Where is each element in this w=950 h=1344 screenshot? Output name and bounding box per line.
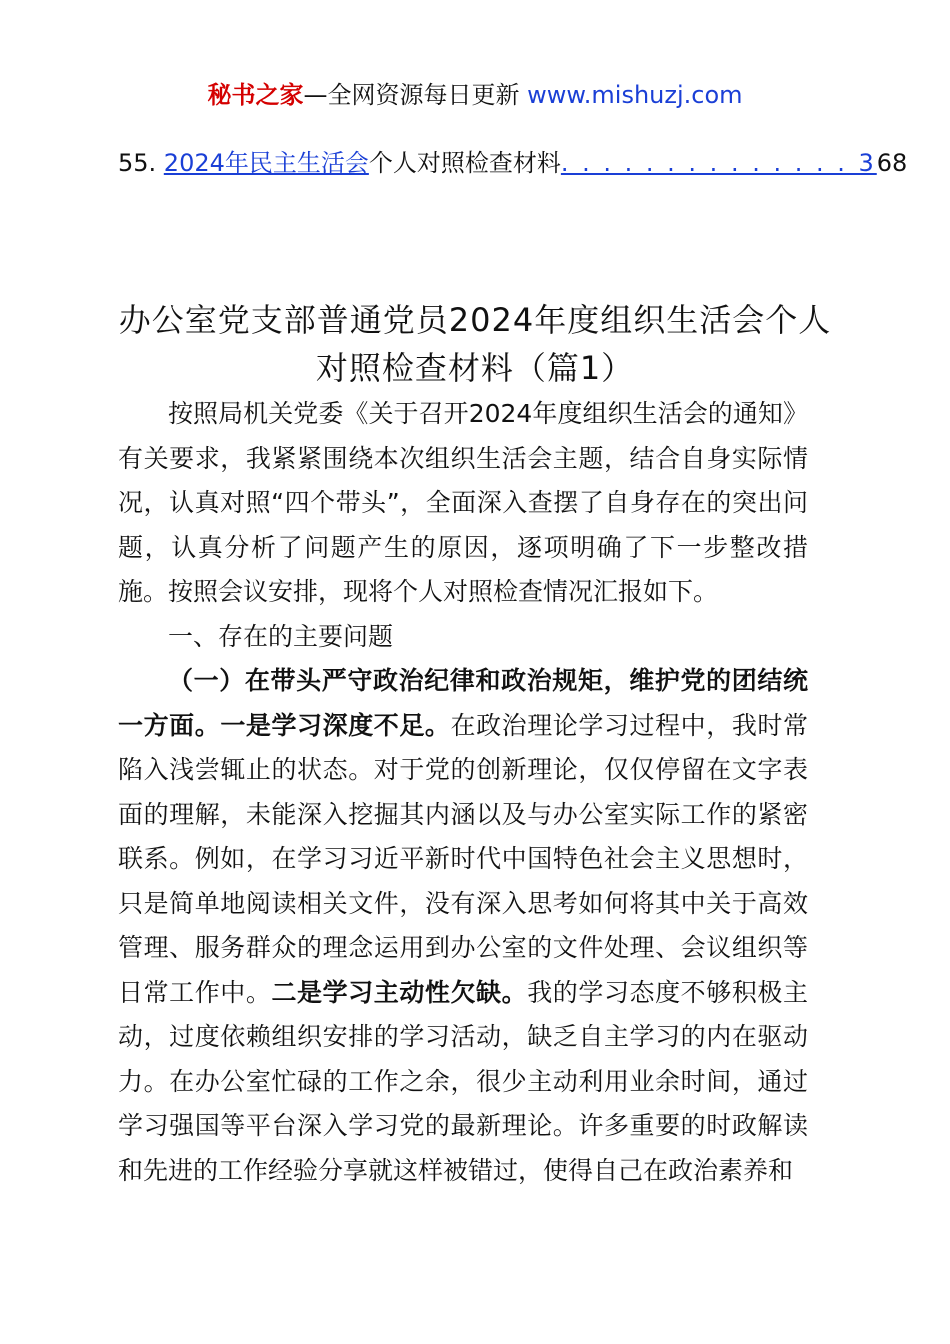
brand-name: 秘书之家 bbox=[207, 81, 304, 109]
document-body bbox=[118, 392, 808, 1193]
header-slogan: —全网资源每日更新 bbox=[303, 81, 528, 109]
toc-entry[interactable] bbox=[118, 145, 907, 181]
toc-link[interactable]: 2024年民主生活会 bbox=[163, 149, 369, 177]
subsection-heading: （一）在带头严守政治纪律和政治规矩，维护党的团结统一方面。 bbox=[118, 666, 808, 740]
document-title: 办公室党支部普通党员2024年度组织生活会个人对照检查材料（篇1） bbox=[118, 301, 832, 387]
toc-dots[interactable]: . . . . . . . . . . . . . . 3 bbox=[560, 149, 877, 177]
toc-number: 55. bbox=[118, 149, 164, 177]
point1-label: 一是学习深度不足。 bbox=[220, 710, 451, 740]
toc-page-tail: 68 bbox=[876, 149, 908, 177]
section-heading: 一、存在的主要问题 bbox=[168, 621, 394, 651]
point2-label: 二是学习主动性欠缺。 bbox=[271, 977, 528, 1007]
site-header bbox=[0, 78, 950, 112]
site-link[interactable]: www.mishuzj.com bbox=[527, 81, 743, 109]
toc-rest: 个人对照检查材料 bbox=[368, 149, 561, 177]
point2-text: 我的学习态度不够积极主动，过度依赖组织安排的学习活动，缺乏自主学习的内在驱动力。在办公室忙碌的工作之余，很少主动利用业余时间，通过学习强国等平台深入学习党的最新理论。许多重要的时政解读和先进的工作经验分享就这样被错过，使得自己在政治素养和 bbox=[118, 977, 808, 1185]
point1-text: 在政治理论学习过程中，我时常陷入浅尝辄止的状态。对于党的创新理论，仅仅停留在文字表面的理解，未能深入挖掘其内涵以及与办公室实际工作的紧密联系。例如，在学习习近平新时代中国特色社会主义思想时，只是简单地阅读相关文件，没有深入思考如何将其中关于高效管理、服务群众的理念运用到办公室的文件处理、会议组织等日常工作中。 bbox=[118, 710, 808, 1007]
intro-paragraph: 按照局机关党委《关于召开2024年度组织生活会的通知》有关要求，我紧紧围绕本次组织生活会主题，结合自身实际情况，认真对照“四个带头”，全面深入查摆了自身存在的突出问题，认真分析了问题产生的原因，逐项明确了下一步整改措施。按照会议安排，现将个人对照检查情况汇报如下。 bbox=[118, 399, 808, 606]
problem-paragraph bbox=[118, 659, 808, 1193]
